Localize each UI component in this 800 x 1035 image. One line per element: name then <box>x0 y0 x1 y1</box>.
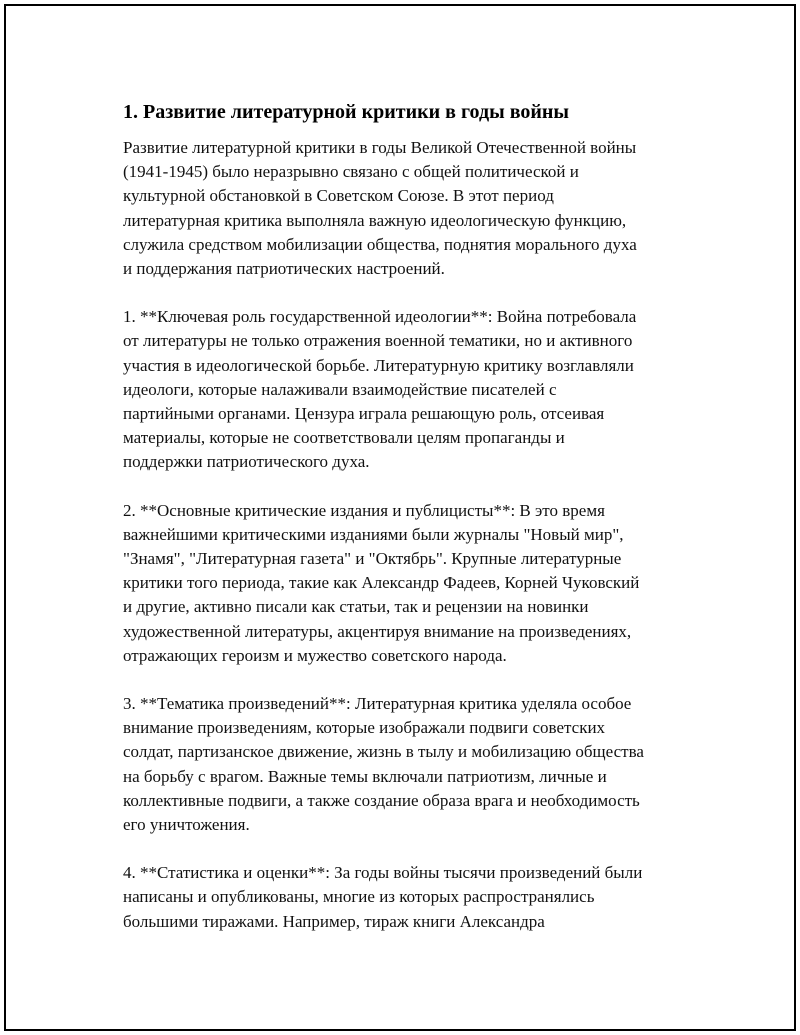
paragraph-publications: 2. **Основные критические издания и публицисты**: В это время важнейшими критическими изданиями были журналы "Новый мир", "Знамя", "Литературная газета" и "Октябрь". Крупные литературные критики того периода, такие как Александр Фадеев, Корней Чуковский и другие, активно писали как статьи, так и рецензии на новинки художественной литературы, акцентируя внимание на произведениях, отражающих героизм и мужество советского народа. <box>123 500 640 665</box>
section-heading: 1. Развитие литературной критики в годы войны <box>123 101 570 123</box>
paragraph-ideology: 1. **Ключевая роль государственной идеологии**: Война потребовала от литературы не только отражения военной тематики, но и активного участия в идеологической борьбе. Литературную критику возглавляли идеологи, которые налаживали взаимодействие писателей с партийными органами. Цензура играла решающую роль, отсеивая материалы, которые не соответствовали целям пропаганды и поддержки патриотического духа. <box>123 307 637 472</box>
intro-paragraph: Развитие литературной критики в годы Великой Отечественной войны (1941-1945) было неразрывно связано с общей политической и культурной обстановкой в Советском Союзе. В этот период литературная критика выполняла важную идеологическую функцию, служила средством мобилизации общества, поднятия морального духа и поддержания патриотических настроений. <box>123 138 637 279</box>
page-frame <box>4 4 796 1031</box>
paragraph-statistics: 4. **Статистика и оценки**: За годы войны тысячи произведений были написаны и опубликованы, многие из которых распространялись большими тиражами. Например, тираж книги Александра <box>123 863 643 931</box>
document-body <box>123 98 698 934</box>
paragraph-themes: 3. **Тематика произведений**: Литературная критика уделяла особое внимание произведениям, которые изображали подвиги советских солдат, партизанское движение, жизнь в тылу и мобилизацию общества на борьбу с врагом. Важные темы включали патриотизм, личные и коллективные подвиги, а также создание образа врага и необходимость его уничтожения. <box>123 694 644 835</box>
